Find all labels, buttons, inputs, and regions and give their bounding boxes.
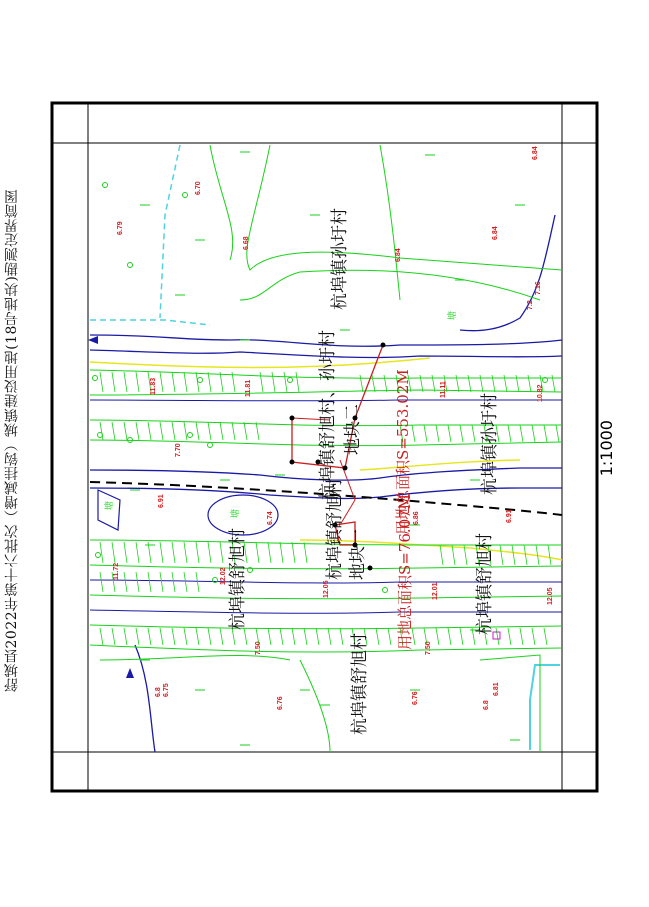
village-label: 杭埠镇舒旭村 (228, 528, 248, 630)
elevation-label: 6.84 (492, 226, 499, 240)
elevation-label: 11.83 (150, 377, 157, 395)
elevation-label: 12.05 (323, 580, 330, 598)
contour-line (240, 270, 540, 300)
road-line (135, 645, 155, 752)
contour-line (380, 145, 400, 300)
contour-line (100, 656, 290, 660)
total-area-label: 用地总面积S=76.07M (396, 493, 414, 650)
elevation-label: 6.86 (413, 511, 420, 525)
contour-line (210, 145, 233, 260)
village-label: 杭埠镇孙圩村 (480, 393, 500, 495)
pond-label: 塘 (231, 508, 241, 518)
elevation-label: 6.81 (493, 682, 500, 696)
contour-line (247, 145, 562, 270)
cyan-canal-line (160, 145, 180, 318)
elevation-label: 6.75 (163, 683, 170, 697)
parcel-label: 地块一 (348, 529, 368, 580)
elevation-label: 7.16 (535, 281, 542, 295)
elevation-label: 10.82 (537, 384, 544, 402)
elevation-label: 7.50 (255, 641, 262, 655)
elevation-label: 11.81 (245, 379, 252, 397)
village-label: 杭埠镇舒旭村 (475, 533, 495, 635)
village-label: 杭埠镇孙圩村 (330, 208, 350, 310)
area-labels (394, 369, 414, 650)
elevation-label: 6.76 (277, 696, 284, 710)
elevation-label: 6.84 (532, 146, 539, 160)
contour-line (300, 660, 330, 752)
elevation-label: 11.72 (113, 562, 120, 580)
elevation-label: 7.2 (527, 300, 534, 310)
cyan-canal-line (90, 320, 210, 325)
elevation-label: 7.50 (425, 641, 432, 655)
village-label: 杭埠镇舒旭村 (350, 633, 370, 735)
map-title: 舒城县2022年第十六批次（增减挂钩）城镇建设用地(18号地块)勘测定界简图 (4, 188, 20, 692)
contour-line (90, 645, 562, 652)
cyan-ditch (530, 665, 560, 750)
total-area-label-2: 用地总面积S=553.02M (394, 369, 412, 535)
elevation-label: 6.8 (483, 700, 490, 710)
elevation-label: 6.79 (117, 221, 124, 235)
village-label: 杭埠镇舒旭村 (325, 478, 345, 580)
pond-label: 塘 (448, 310, 458, 320)
elevation-label: 12.05 (547, 587, 554, 605)
elevation-label: 6.91 (506, 509, 513, 523)
elevation-label: 12.01 (432, 582, 439, 600)
parcel-label: 地块二 (343, 404, 363, 455)
elevation-label: 11.11 (440, 381, 447, 398)
elevation-label: 7.70 (175, 443, 182, 457)
yellow-line (90, 358, 430, 368)
elevation-label: 12.02 (220, 567, 227, 585)
elevation-label: 6.68 (243, 236, 250, 250)
river-arrow (88, 336, 98, 344)
village-labels (228, 208, 500, 735)
scale-label: 1:1000 (597, 420, 616, 477)
elevation-label: 6.8 (155, 687, 162, 697)
pond-label: 塘 (105, 500, 115, 510)
elevation-label: 6.84 (395, 248, 402, 262)
elevation-label: 6.70 (195, 181, 202, 195)
elevation-label: 6.91 (158, 494, 165, 508)
elevation-label: 6.76 (412, 691, 419, 705)
road-line (460, 215, 555, 331)
elevation-label: 6.74 (267, 511, 274, 525)
village-label: 杭埠镇舒旭村、孙圩村 (318, 330, 338, 500)
river-arrow (126, 668, 134, 678)
